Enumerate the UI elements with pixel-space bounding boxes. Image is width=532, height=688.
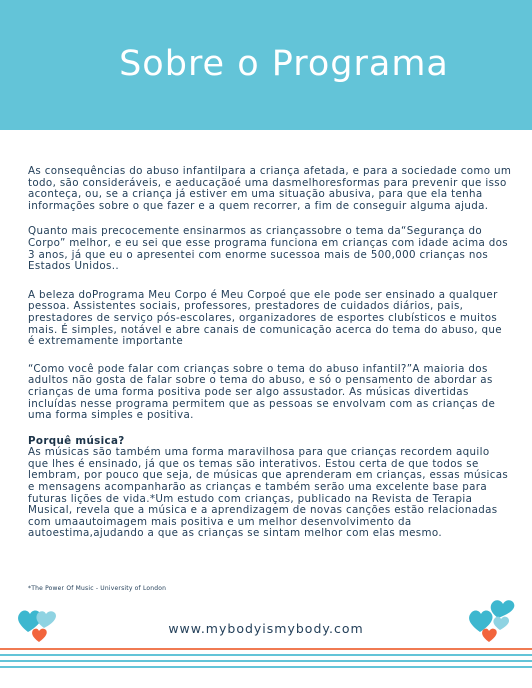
paragraph-body-safety: Quanto mais precocemente ensinarmos as criançassobre o tema da“Segurança do Corpo” melhor, e eu sei que esse programa funciona em crianças com idade acima dos 3 anos, já que eu o apresentei com enorme sucessoa mais de 500,000 crianças nos Estados Unidos.. (28, 225, 508, 273)
website-url: www.mybodyismybody.com (168, 621, 364, 636)
paragraph-program-beauty: A beleza doPrograma Meu Corpo é Meu Corpoé que ele pode ser ensinado a qualquer pessoa. Assistentes sociais, professores, prestadores de cuidados diários, pais, prestadores de serviço pós-escolares, organizadores de esportes clubísticos e muitos mais. É simples, notável e abre canais de comunicação acerca do tema do abuso, que é extremamente importante (28, 288, 502, 348)
article-body (28, 166, 512, 554)
section-heading: Porquê música? (28, 434, 125, 447)
stripe-orange (0, 648, 532, 650)
section-why-music (28, 436, 512, 540)
header-banner (0, 0, 532, 130)
footnote: *The Power Of Music - University of London (28, 585, 167, 592)
stripe-teal (0, 660, 532, 662)
stripe-teal (0, 654, 532, 656)
paragraph-why-music: As músicas são também uma forma maravilhosa para que crianças recordem aquilo que lhes é ensinado, já que os temas são interativos. Estou certa de que todos se lembram, por pouco que seja, de músicas que aprenderam em crianças, essas músicas e mensagens acompanharão as crianças e também serão uma excelente base para futuras lições de vida.*Um estudo com crianças, publicado na Revista de Terapia Musical, revela que a música e a aprendizagem de novas canções estão relacionadas com umaautoimagem mais positiva e um melhor desenvolvimento da autoestima,ajudando a que as crianças se sintam melhor com elas mesmo. (28, 446, 509, 540)
paragraph-talking-to-children: “Como você pode falar com crianças sobre o tema do abuso infantil?”A maioria dos adultos não gosta de falar sobre o tema do abuso, e só o pensamento de abordar as crianças de uma forma positiva pode ser algo assustador. As músicas divertidas incluídas nesse programa permitem que as pessoas se envolvam com as crianças de uma forma simples e positiva. (28, 362, 496, 422)
stripe-teal (0, 666, 532, 668)
paragraph-consequences: As consequências do abuso infantilpara a criança afetada, e para a sociedade como um todo, são consideráveis, e aeducaçãoé uma dasmelhoresformas para prevenir que isso aconteça, ou, se a criança já estiver em uma situação abusiva, para que ela tenha informações sobre o que fazer e a quem recorrer, a fim de conseguir alguma ajuda. (28, 165, 512, 212)
page-title: Sobre o Programa (119, 44, 449, 84)
